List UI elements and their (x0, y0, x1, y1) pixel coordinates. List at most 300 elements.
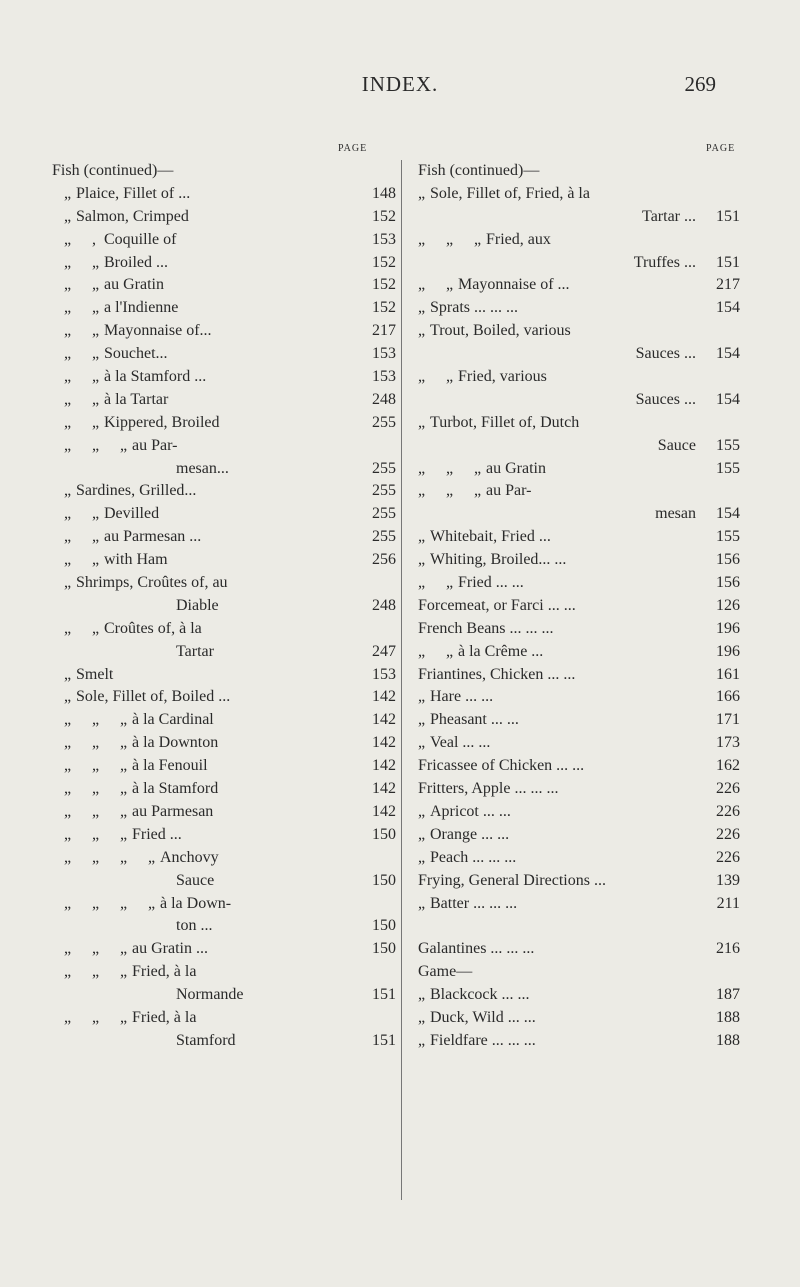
index-entry (64, 343, 396, 366)
entry-text: Salmon, Crimped (76, 207, 189, 225)
index-entry (64, 641, 396, 664)
entry-page-number: 255 (372, 528, 396, 546)
entry-page-number: 153 (372, 230, 396, 248)
index-entry (418, 435, 740, 458)
ditto-mark: „ (64, 253, 72, 271)
index-entry (64, 778, 396, 801)
entry-text: Anchovy (160, 848, 219, 866)
entry-text: Sauces ... (635, 390, 696, 408)
index-entry (64, 755, 396, 778)
ditto-mark: „ (148, 848, 156, 866)
ditto-mark: „ (120, 825, 128, 843)
entry-text: Broiled ... (104, 253, 168, 271)
index-entry (64, 938, 396, 961)
ditto-mark: „ (64, 757, 72, 775)
ditto-mark: „ (92, 299, 100, 317)
index-entry (418, 915, 740, 938)
ditto-mark: „ (120, 734, 128, 752)
entry-page-number: 152 (372, 276, 396, 294)
ditto-mark: „ (64, 482, 72, 500)
ditto-mark: „ (418, 574, 426, 592)
entry-page-number: 154 (716, 345, 740, 363)
index-entry (418, 755, 740, 778)
index-entry (64, 870, 396, 893)
entry-page-number: 142 (372, 688, 396, 706)
ditto-mark: „ (120, 436, 128, 454)
entry-text: Kippered, Broiled (104, 413, 220, 431)
entry-page-number: 256 (372, 551, 396, 569)
ditto-mark: „ (64, 368, 72, 386)
index-entry (418, 664, 740, 687)
ditto-mark: „ (92, 963, 100, 981)
index-entry (64, 274, 396, 297)
entry-text: Veal ... ... (430, 734, 491, 752)
ditto-mark: „ (64, 825, 72, 843)
ditto-mark: „ (446, 642, 454, 660)
entry-text: mesan... (176, 459, 229, 477)
ditto-mark: „ (446, 482, 454, 500)
index-entry (64, 252, 396, 275)
index-entry (418, 618, 740, 641)
ditto-mark: „ (92, 848, 100, 866)
index-entry (418, 847, 740, 870)
entry-text: au Par- (132, 436, 178, 454)
ditto-mark: „ (64, 390, 72, 408)
entry-text: ton ... (176, 917, 213, 935)
ditto-mark: „ (418, 276, 426, 294)
entry-page-number: 173 (716, 734, 740, 752)
entry-page-number: 151 (716, 253, 740, 271)
entry-page-number: 152 (372, 299, 396, 317)
entry-text: Devilled (104, 505, 160, 523)
entry-page-number: 155 (716, 528, 740, 546)
ditto-mark: „ (64, 505, 72, 523)
left-column-heading: Fish (continued)— (52, 162, 174, 179)
ditto-mark: „ (92, 940, 100, 958)
entry-page-number: 142 (372, 734, 396, 752)
entry-text: Sauce (176, 871, 215, 889)
index-entry (64, 480, 396, 503)
entry-text: Normande (176, 986, 244, 1004)
ditto-mark: „ (92, 734, 100, 752)
entry-text: Pheasant ... ... (430, 711, 519, 729)
entry-text: Souchet... (104, 345, 168, 363)
entry-text: Shrimps, Croûtes of, au (76, 574, 228, 592)
entry-text: Smelt (76, 665, 114, 683)
index-entry (418, 778, 740, 801)
entry-text: à la Fenouil (132, 757, 208, 775)
ditto-mark: „ (446, 368, 454, 386)
entry-page-number: 153 (372, 345, 396, 363)
entry-text: au Gratin (486, 459, 546, 477)
index-entry (64, 183, 396, 206)
index-entry (418, 732, 740, 755)
entry-page-number: 161 (716, 665, 740, 683)
entry-page-number: 255 (372, 482, 396, 500)
ditto-mark: „ (92, 368, 100, 386)
index-entry (418, 206, 740, 229)
ditto-mark: „ (64, 963, 72, 981)
index-entry (418, 549, 740, 572)
index-entry (64, 1007, 396, 1030)
index-entry (64, 435, 396, 458)
entry-text: Game— (418, 963, 473, 981)
entry-page-number: 154 (716, 390, 740, 408)
entry-page-number: 156 (716, 551, 740, 569)
ditto-mark: „ (418, 688, 426, 706)
ditto-mark: „ (64, 940, 72, 958)
entry-text: Truffes ... (633, 253, 696, 271)
ditto-mark: „ (92, 253, 100, 271)
index-entry (418, 1007, 740, 1030)
entry-page-number: 211 (716, 894, 740, 912)
ditto-mark: „ (418, 184, 426, 202)
index-entry (64, 664, 396, 687)
entry-page-number: 150 (372, 825, 396, 843)
ditto-mark: „ (92, 436, 100, 454)
index-entry (418, 984, 740, 1007)
index-entry (64, 893, 396, 916)
ditto-mark: „ (64, 619, 72, 637)
entry-text: Sauce (657, 436, 696, 454)
ditto-mark: „ (120, 963, 128, 981)
entry-page-number: 248 (372, 596, 396, 614)
index-entry (418, 893, 740, 916)
entry-page-number: 255 (372, 505, 396, 523)
ditto-mark: „ (418, 230, 426, 248)
index-entry (64, 297, 396, 320)
ditto-mark: „ (64, 894, 72, 912)
ditto-mark: „ (120, 1008, 128, 1026)
ditto-mark: „ (418, 894, 426, 912)
ditto-mark: „ (64, 688, 72, 706)
index-entry (64, 618, 396, 641)
entry-page-number: 154 (716, 299, 740, 317)
index-entry (64, 320, 396, 343)
entry-page-number: 155 (716, 436, 740, 454)
index-entry (64, 229, 396, 252)
ditto-mark: „ (64, 436, 72, 454)
entry-text: Plaice, Fillet of ... (76, 184, 191, 202)
entry-text: Mayonnaise of... (104, 322, 212, 340)
entry-page-number: 188 (716, 1008, 740, 1026)
ditto-mark: „ (120, 894, 128, 912)
ditto-mark: „ (92, 505, 100, 523)
entry-text: Fried ... ... (458, 574, 524, 592)
entry-text: au Gratin (104, 276, 164, 294)
ditto-mark: „ (418, 322, 426, 340)
entry-text: à la Downton (132, 734, 219, 752)
entry-page-number: 166 (716, 688, 740, 706)
entry-page-number: 152 (372, 207, 396, 225)
entry-text: Fried, à la (132, 1008, 197, 1026)
index-entry (64, 526, 396, 549)
ditto-mark: „ (418, 1008, 426, 1026)
ditto-mark: „ (446, 574, 454, 592)
index-entry (64, 595, 396, 618)
entry-text: Apricot ... ... (430, 802, 511, 820)
ditto-mark: „ (474, 230, 482, 248)
entry-page-number: 226 (716, 802, 740, 820)
index-entry (418, 458, 740, 481)
entry-text: Duck, Wild ... ... (430, 1008, 536, 1026)
right-index-column (418, 160, 740, 1053)
ditto-mark: „ (120, 940, 128, 958)
entry-text: Fried, various (458, 368, 547, 386)
entry-text: à la Stamford ... (104, 368, 207, 386)
entry-page-number: 142 (372, 757, 396, 775)
entry-page-number: 126 (716, 596, 740, 614)
ditto-mark: „ (64, 802, 72, 820)
index-entry (418, 366, 740, 389)
index-entry (418, 572, 740, 595)
ditto-mark: „ (418, 642, 426, 660)
entry-text: Fritters, Apple ... ... ... (418, 780, 559, 798)
ditto-mark: „ (64, 345, 72, 363)
index-entry (64, 412, 396, 435)
entry-text: French Beans ... ... ... (418, 619, 554, 637)
index-entry (64, 984, 396, 1007)
left-index-column (52, 160, 396, 1053)
index-entry (418, 870, 740, 893)
entry-text: à la Crême ... (458, 642, 544, 660)
entry-page-number: 187 (716, 986, 740, 1004)
entry-text: Trout, Boiled, various (430, 322, 571, 340)
entry-text: Peach ... ... ... (430, 848, 517, 866)
entry-text: Batter ... ... ... (430, 894, 518, 912)
index-entry (418, 641, 740, 664)
entry-page-number: 148 (372, 184, 396, 202)
index-entry (64, 458, 396, 481)
entry-text: Friantines, Chicken ... ... (418, 665, 576, 683)
ditto-mark: „ (92, 825, 100, 843)
entry-text: Coquille of (104, 230, 177, 248)
entry-page-number: 247 (372, 642, 396, 660)
entry-page-number: 155 (716, 459, 740, 477)
index-entry (418, 526, 740, 549)
entry-page-number: 142 (372, 780, 396, 798)
entry-text: Mayonnaise of ... (458, 276, 570, 294)
ditto-mark: „ (92, 619, 100, 637)
index-entry (64, 709, 396, 732)
index-entry (418, 595, 740, 618)
entry-text: Orange ... ... (430, 825, 510, 843)
entry-text: Fried ... (132, 825, 182, 843)
index-entry (418, 709, 740, 732)
entry-page-number: 152 (372, 253, 396, 271)
entry-text: à la Cardinal (132, 711, 214, 729)
entry-text: a l'Indienne (104, 299, 179, 317)
entry-text: Croûtes of, à la (104, 619, 202, 637)
index-entry (418, 274, 740, 297)
index-entry (64, 366, 396, 389)
entry-page-number: 153 (372, 368, 396, 386)
ditto-mark: „ (92, 780, 100, 798)
index-entry (64, 389, 396, 412)
entry-text: Forcemeat, or Farci ... ... (418, 596, 576, 614)
entry-page-number: 255 (372, 459, 396, 477)
left-page-label: PAGE (338, 143, 368, 154)
entry-text: à la Tartar (104, 390, 169, 408)
entry-text: mesan (655, 505, 696, 523)
entry-text: Sauces ... (635, 345, 696, 363)
entry-text: Turbot, Fillet of, Dutch (430, 413, 580, 431)
entry-page-number: 150 (372, 871, 396, 889)
ditto-mark: „ (64, 780, 72, 798)
entry-text: Sole, Fillet of, Boiled ... (76, 688, 231, 706)
entry-page-number: 151 (716, 207, 740, 225)
entry-page-number: 226 (716, 848, 740, 866)
index-entry (418, 961, 740, 984)
entry-page-number: 226 (716, 780, 740, 798)
index-entry (64, 732, 396, 755)
index-entry (418, 389, 740, 412)
ditto-mark: „ (64, 848, 72, 866)
entry-page-number: 139 (716, 871, 740, 889)
index-entry (418, 480, 740, 503)
ditto-mark: „ (92, 757, 100, 775)
entry-text: Diable (176, 596, 219, 614)
index-entry (64, 549, 396, 572)
ditto-mark: „ (64, 299, 72, 317)
ditto-mark: „ (92, 276, 100, 294)
index-entry (64, 686, 396, 709)
ditto-mark: „ (92, 528, 100, 546)
index-entry (64, 847, 396, 870)
ditto-mark: „ (92, 711, 100, 729)
entry-page-number: 142 (372, 711, 396, 729)
ditto-mark: „ (418, 734, 426, 752)
ditto-mark: „ (64, 276, 72, 294)
ditto-mark: „ (64, 734, 72, 752)
ditto-mark: „ (418, 368, 426, 386)
page-title: INDEX. (361, 72, 439, 96)
entry-page-number: 188 (716, 1031, 740, 1049)
index-entry (418, 938, 740, 961)
entry-page-number: 156 (716, 574, 740, 592)
entry-text: à la Stamford (132, 780, 219, 798)
entry-text: à la Down- (160, 894, 232, 912)
entry-text: au Par- (486, 482, 532, 500)
ditto-mark: „ (446, 276, 454, 294)
ditto-mark: „ (418, 802, 426, 820)
ditto-mark: „ (418, 528, 426, 546)
index-entry (418, 297, 740, 320)
ditto-mark: „ (64, 551, 72, 569)
entry-page-number: 142 (372, 802, 396, 820)
entry-text: Fieldfare ... ... ... (430, 1031, 536, 1049)
entry-text: with Ham (104, 551, 168, 569)
ditto-mark: „ (148, 894, 156, 912)
ditto-mark: „ (92, 390, 100, 408)
ditto-mark: „ (418, 711, 426, 729)
ditto-mark: „ (92, 802, 100, 820)
ditto-mark: „ (120, 757, 128, 775)
entry-text: Whitebait, Fried ... (430, 528, 551, 546)
ditto-mark: „ (418, 825, 426, 843)
entry-page-number: 150 (372, 917, 396, 935)
index-entry (418, 320, 740, 343)
entry-page-number: 255 (372, 413, 396, 431)
entry-page-number: 162 (716, 757, 740, 775)
ditto-mark: „ (64, 184, 72, 202)
ditto-mark: „ (64, 665, 72, 683)
entry-page-number: 150 (372, 940, 396, 958)
right-column-heading: Fish (continued)— (418, 162, 540, 179)
entry-text: Frying, General Directions ... (418, 871, 606, 889)
index-entry (418, 801, 740, 824)
entry-text: Tartar ... (642, 207, 696, 225)
ditto-mark: „ (92, 345, 100, 363)
ditto-mark: „ (64, 711, 72, 729)
index-entry (418, 412, 740, 435)
ditto-mark: „ (418, 986, 426, 1004)
entry-page-number: 216 (716, 940, 740, 958)
index-entry (418, 229, 740, 252)
entry-text: Galantines ... ... ... (418, 940, 535, 958)
index-entry (64, 824, 396, 847)
ditto-mark: „ (64, 528, 72, 546)
ditto-mark: „ (446, 230, 454, 248)
entry-page-number: 226 (716, 825, 740, 843)
ditto-mark: „ (64, 207, 72, 225)
entry-text: Fried, à la (132, 963, 197, 981)
entry-text: Blackcock ... ... (430, 986, 530, 1004)
ditto-mark: „ (418, 413, 426, 431)
ditto-mark: „ (64, 413, 72, 431)
entry-text: au Gratin ... (132, 940, 208, 958)
entry-page-number: 217 (716, 276, 740, 294)
entry-page-number: 196 (716, 619, 740, 637)
entry-page-number: 153 (372, 665, 396, 683)
entry-text: Fried, aux (486, 230, 551, 248)
entry-text: Stamford (176, 1031, 236, 1049)
index-entry (418, 252, 740, 275)
index-entry (64, 801, 396, 824)
index-entry (418, 503, 740, 526)
ditto-mark: „ (92, 1008, 100, 1026)
entry-text: Sardines, Grilled... (76, 482, 197, 500)
entry-page-number: 171 (716, 711, 740, 729)
index-entry (418, 343, 740, 366)
ditto-mark: „ (92, 413, 100, 431)
index-entry (64, 1030, 396, 1053)
ditto-mark: „ (418, 482, 426, 500)
ditto-mark: „ (418, 551, 426, 569)
ditto-mark: „ (92, 551, 100, 569)
entry-text: Sole, Fillet of, Fried, à la (430, 184, 590, 202)
ditto-mark: , (92, 230, 96, 248)
index-entry (418, 686, 740, 709)
ditto-mark: „ (446, 459, 454, 477)
ditto-mark: „ (120, 848, 128, 866)
index-entry (418, 824, 740, 847)
index-entry (418, 183, 740, 206)
right-page-label: PAGE (706, 143, 736, 154)
entry-text: au Parmesan (132, 802, 214, 820)
entry-page-number: 154 (716, 505, 740, 523)
index-entry (418, 1030, 740, 1053)
entry-page-number: 196 (716, 642, 740, 660)
entry-text: au Parmesan ... (104, 528, 202, 546)
column-divider (401, 160, 402, 1200)
ditto-mark: „ (418, 1031, 426, 1049)
entry-text: Sprats ... ... ... (430, 299, 518, 317)
ditto-mark: „ (64, 574, 72, 592)
entry-page-number: 217 (372, 322, 396, 340)
ditto-mark: „ (120, 780, 128, 798)
index-entry (64, 961, 396, 984)
